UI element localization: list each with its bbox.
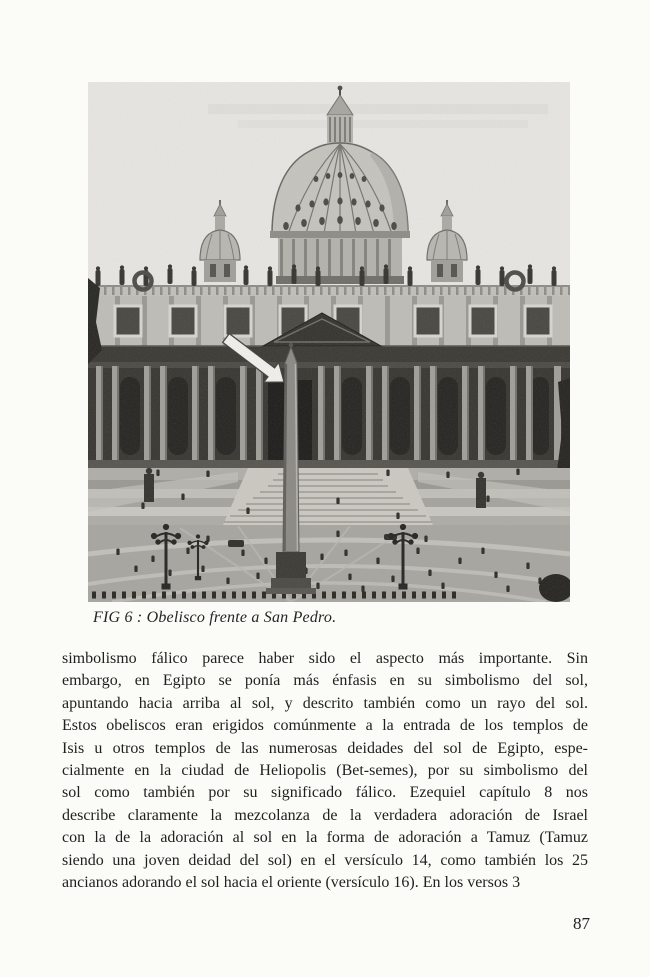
body-text-line: Estos obeliscos eran erigidos comúnmente a la entrada de los templos de xyxy=(62,717,588,735)
body-text-line: siendo una joven deidad del sol) en el versículo 14, como también los 25 xyxy=(62,851,588,869)
figure-photo xyxy=(88,82,570,602)
figure-caption: FIG 6 : Obelisco frente a San Pedro. xyxy=(93,609,337,626)
body-text-line: embargo, en Egipto se ponía más énfasis en su simbolismo del sol, xyxy=(62,672,588,690)
body-text-line: simbolismo fálico parece haber sido el aspecto más importante. Sin xyxy=(62,650,588,667)
body-text-line: con la de la adoración al sol en la forma de adoración a Tamuz (Tamuz xyxy=(62,829,588,847)
body-paragraph xyxy=(62,648,588,894)
body-text-line: ancianos adorando el sol hacia el oriente (versículo 16). En los versos 3 xyxy=(62,873,521,891)
page-number: 87 xyxy=(573,914,590,933)
body-text-line: Isis u otros templos de las numerosas deidades del sol de Egipto, espe- xyxy=(62,739,588,757)
basilica-photo-illustration xyxy=(88,82,570,602)
body-text-line: sol como también por su significado fálico. Ezequiel capítulo 8 nos xyxy=(62,784,588,802)
body-text-line: cialmente en la ciudad de Heliopolis (Bet-semes), por su simbolismo del xyxy=(62,761,588,779)
body-text-line: describe claramente la mezcolanza de la verdadera adoración de Israel xyxy=(62,806,588,824)
photo-grain-overlay xyxy=(88,82,570,602)
body-text-line: apuntando hacia arriba al sol, y descrito también como un rayo del sol. xyxy=(62,694,588,712)
